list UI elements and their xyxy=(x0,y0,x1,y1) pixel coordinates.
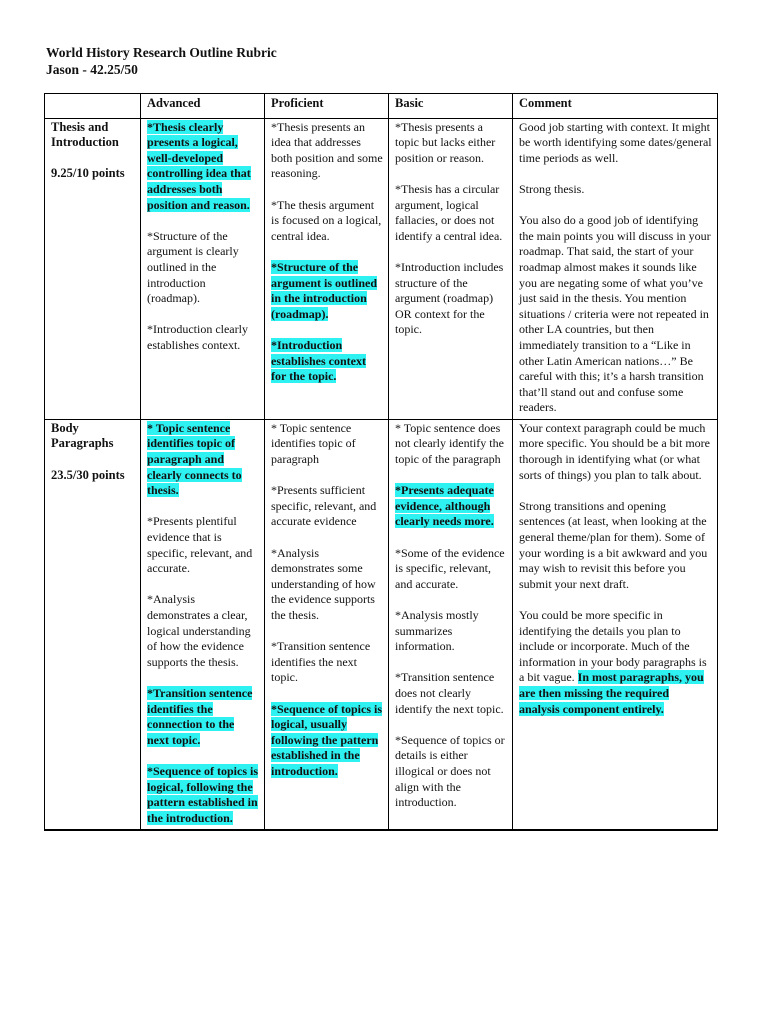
criteria-cell-basic xyxy=(389,118,513,419)
criteria-cell-advanced xyxy=(141,118,265,419)
criterion-text: *Thesis presents a topic but lacks either position or reason. xyxy=(395,119,496,165)
document-header xyxy=(46,44,277,78)
criterion-item xyxy=(271,198,383,245)
criteria-cell-proficient xyxy=(265,118,389,419)
criterion-text: *Introduction includes structure of the argument (roadmap) OR context for the topic. xyxy=(395,259,504,337)
header-basic: Basic xyxy=(389,94,513,119)
row-header xyxy=(45,419,141,830)
criterion-item xyxy=(271,120,383,182)
criterion-text: *Presents plentiful evidence that is specific, relevant, and accurate. xyxy=(147,514,253,576)
comment-text: Your context paragraph could be much more specific. You should be a bit more thorough in identifying what (or what sorts of things) you plan to talk about. xyxy=(519,420,710,482)
comment-paragraph xyxy=(519,608,712,717)
comment-text: Good job starting with context. It might be worth identifying some dates/general time periods as well. xyxy=(519,119,712,165)
criterion-item xyxy=(147,514,259,576)
criterion-item xyxy=(395,670,507,717)
criterion-text: * Topic sentence does not clearly identify the topic of the paragraph xyxy=(395,420,504,467)
row-points: 23.5/30 points xyxy=(51,467,125,482)
criterion-item xyxy=(271,639,383,686)
criterion-item xyxy=(395,260,507,338)
header-comment: Comment xyxy=(513,94,718,119)
comment-paragraph xyxy=(519,120,712,167)
rubric-row xyxy=(45,118,718,419)
criterion-item xyxy=(147,421,259,499)
header-advanced: Advanced xyxy=(141,94,265,119)
criterion-text: *Transition sentence identifies the next topic. xyxy=(271,639,371,685)
criterion-text-highlighted: *Transition sentence identifies the connection to the next topic. xyxy=(147,685,253,747)
comment-paragraph xyxy=(519,499,712,593)
criterion-item xyxy=(147,764,259,826)
criterion-text-highlighted: *Sequence of topics is logical, usually following the pattern established in the introduction. xyxy=(271,701,382,778)
criterion-item xyxy=(271,546,383,624)
criterion-text: *Sequence of topics or details is either illogical or does not align with the introduction. xyxy=(395,732,505,810)
criterion-item xyxy=(395,608,507,655)
comment-paragraph xyxy=(519,213,712,416)
criterion-item xyxy=(147,322,259,353)
criterion-text: *Thesis has a circular argument, logical fallacies, or does not identify a central idea. xyxy=(395,181,503,243)
criterion-text: *Transition sentence does not clearly identify the next topic. xyxy=(395,670,504,716)
criterion-text: * Topic sentence identifies topic of paragraph xyxy=(271,420,356,467)
criterion-item xyxy=(395,733,507,811)
criterion-text-highlighted: *Structure of the argument is outlined in the introduction (roadmap). xyxy=(271,259,378,321)
comment-text: You also do a good job of identifying the main points you will discuss in your roadmap. That said, the start of your roadmap almost makes it sounds like you are negating some of what you’ve just said in the thesis. You mention situations / criteria were not repeated in other LA countries, but then immediately transition to a “Like in other Latin American nations…” Be careful with this; it’s a harsh transition that’ll stand out and confuse some readers. xyxy=(519,213,711,415)
criterion-text: *Analysis demonstrates some understanding of how the evidence supports the thesis. xyxy=(271,545,376,622)
comment-text: Strong thesis. xyxy=(519,181,585,196)
criterion-item xyxy=(271,702,383,780)
criterion-text: *Analysis mostly summarizes information. xyxy=(395,608,479,654)
criterion-item xyxy=(147,120,259,214)
criterion-text-highlighted: *Introduction establishes context for the topic. xyxy=(271,337,366,384)
criterion-text-highlighted: * Topic sentence identifies topic of paragraph and clearly connects to thesis. xyxy=(147,420,242,498)
document-title: World History Research Outline Rubric xyxy=(46,45,277,60)
rubric-row xyxy=(45,419,718,830)
comment-cell xyxy=(513,419,718,830)
criteria-cell-advanced xyxy=(141,419,265,830)
criterion-text-highlighted: *Sequence of topics is logical, following the pattern established in the introduction. xyxy=(147,763,258,825)
criterion-text: *Analysis demonstrates a clear, logical understanding of how the evidence supports the thesis. xyxy=(147,592,251,669)
criterion-item xyxy=(271,421,383,468)
header-empty xyxy=(45,94,141,119)
comment-paragraph xyxy=(519,182,712,198)
criterion-item xyxy=(271,260,383,322)
row-label: Thesis and Introduction xyxy=(51,119,119,150)
criteria-cell-basic xyxy=(389,419,513,830)
comment-text: Strong transitions and opening sentences (at least, when looking at the general theme/plan for them). Some of your wording is a bit awkward and you may wish to revisit this before you submit your next draft. xyxy=(519,498,708,591)
header-row xyxy=(45,94,718,119)
criterion-item xyxy=(395,421,507,468)
criterion-item xyxy=(271,338,383,385)
criterion-text: *Structure of the argument is clearly outlined in the introduction (roadmap). xyxy=(147,228,239,306)
criterion-text-highlighted: *Thesis clearly presents a logical, well-developed controlling idea that addresses both position and reason. xyxy=(147,119,251,212)
criterion-item xyxy=(395,483,507,530)
row-points: 9.25/10 points xyxy=(51,166,125,181)
comment-text-highlighted: In most paragraphs, you are then missing the required analysis component entirely. xyxy=(519,670,704,716)
comment-cell xyxy=(513,118,718,419)
criterion-text: *Presents sufficient specific, relevant, and accurate evidence xyxy=(271,483,377,529)
criterion-item xyxy=(147,229,259,307)
criterion-text: *Some of the evidence is specific, relevant, and accurate. xyxy=(395,545,505,591)
criterion-item xyxy=(147,686,259,748)
criterion-text-highlighted: *Presents adequate evidence, although clearly needs more. xyxy=(395,483,494,529)
criterion-text: *The thesis argument is focused on a logical, central idea. xyxy=(271,197,382,243)
header-proficient: Proficient xyxy=(265,94,389,119)
criterion-item xyxy=(147,592,259,670)
criterion-item xyxy=(395,182,507,244)
comment-paragraph xyxy=(519,421,712,483)
row-header xyxy=(45,118,141,419)
criterion-text: *Introduction clearly establishes context. xyxy=(147,322,248,352)
row-label: Body Paragraphs xyxy=(51,420,114,451)
criterion-item xyxy=(395,120,507,167)
criterion-text: *Thesis presents an idea that addresses both position and some reasoning. xyxy=(271,119,383,181)
criteria-cell-proficient xyxy=(265,419,389,830)
criterion-item xyxy=(271,483,383,530)
student-score: Jason - 42.25/50 xyxy=(46,62,138,77)
criterion-item xyxy=(395,546,507,593)
comment-text: You could be more specific in identifying the details you plan to include or incorporate. Much of the information in your body paragraphs is a bit vague. xyxy=(519,608,707,685)
rubric-table xyxy=(44,93,718,831)
